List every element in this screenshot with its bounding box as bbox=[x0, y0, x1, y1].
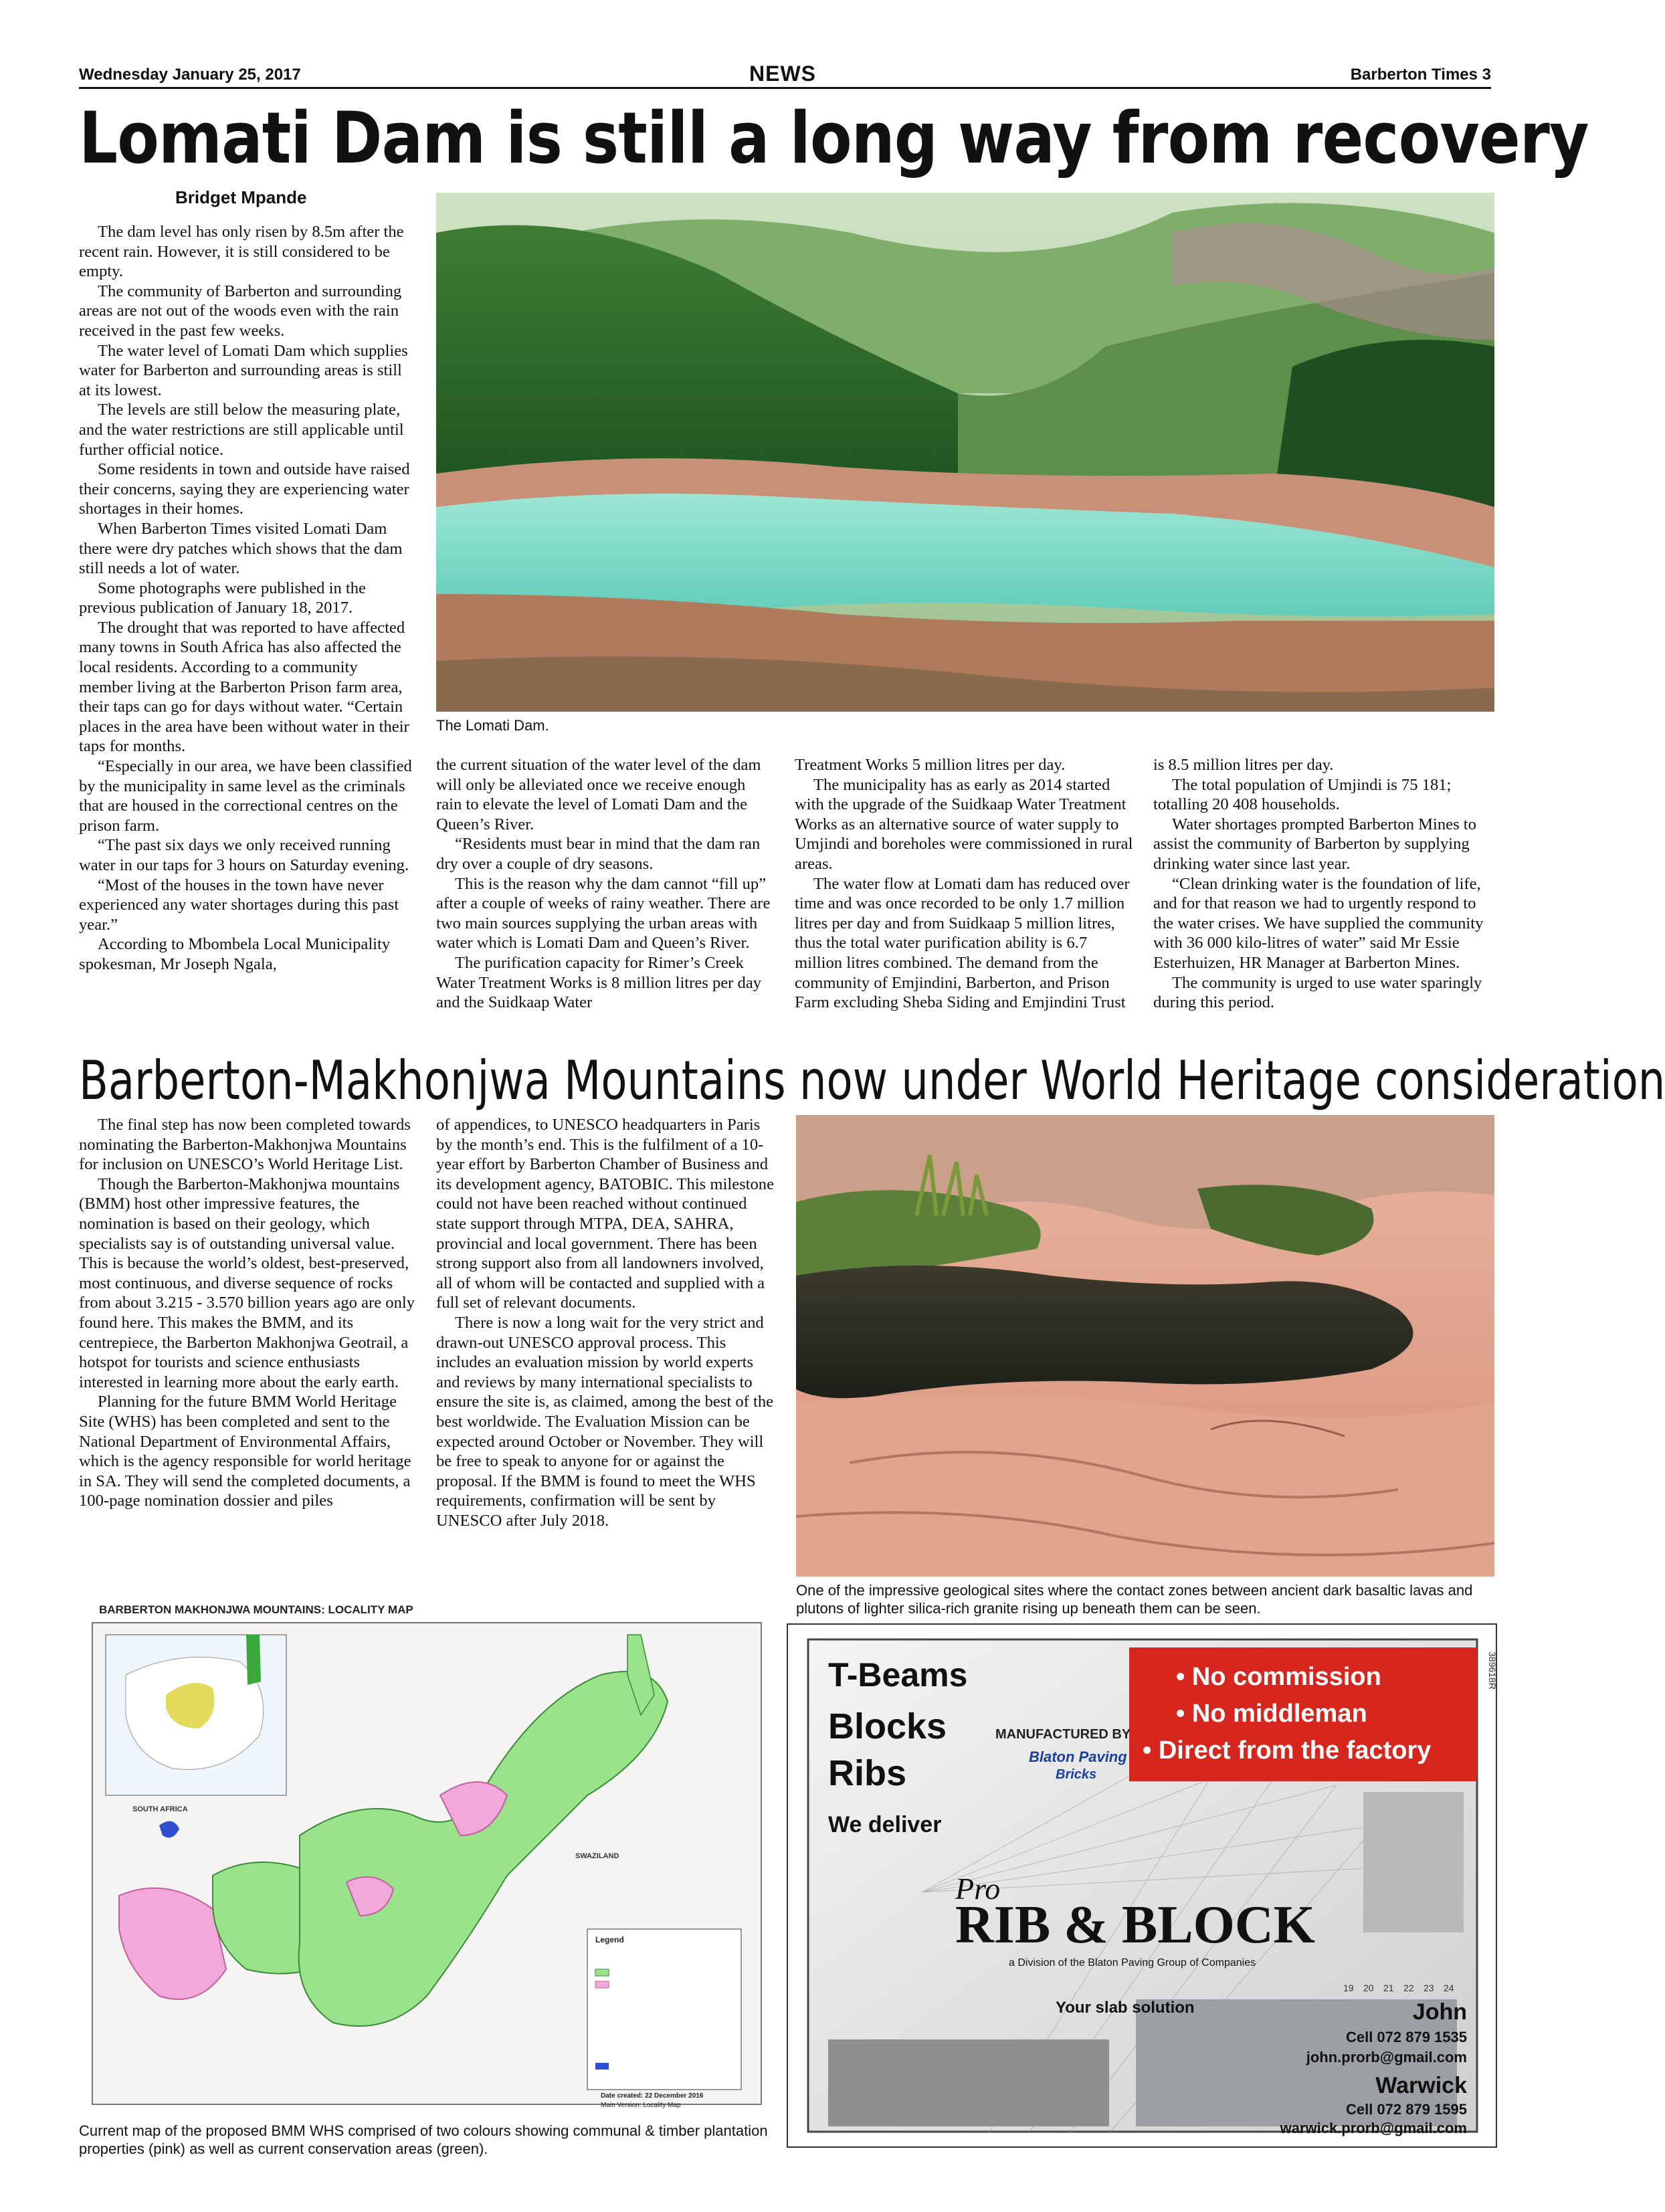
paragraph: According to Mbombela Local Municipality spokesman, Mr Joseph Ngala, bbox=[79, 935, 391, 973]
headline: Lomati Dam is still a long way from recovery bbox=[79, 97, 1589, 179]
section-label: NEWS bbox=[749, 62, 816, 86]
headline-2: Barberton-Makhonjwa Mountains now under World Heritage consideration bbox=[79, 1049, 1665, 1112]
paragraph: Water shortages prompted Barberton Mines to assist the community of Barberton by supplying drinking water since last year. bbox=[1153, 815, 1476, 873]
photo-caption: The Lomati Dam. bbox=[436, 717, 549, 734]
article1-column-2 bbox=[436, 755, 775, 1028]
ad-bullet: • No middleman bbox=[1176, 1700, 1367, 1728]
ad-contact-name: Warwick bbox=[1375, 2073, 1467, 2098]
paragraph: “The past six days we only received running water in our taps for 3 hours on Saturday evening. bbox=[79, 836, 409, 874]
ruler-tick: 20 bbox=[1363, 1983, 1374, 1993]
paragraph: The final step has now been completed towards nominating the Barberton-Makhonjwa Mountains for inclusion on UNESCO’s World Heritage List. bbox=[79, 1116, 411, 1174]
ad-division: a Division of the Blaton Paving Group of Companies bbox=[1009, 1957, 1256, 1969]
paragraph: of appendices, to UNESCO headquarters in Paris by the month’s end. This is the fulfilment of a 10-year effort by Barberton Chamber of Business and its development agency, BATOBIC. This milestone could not have been reached without continued state support through MTPA, DEA, SAHRA, provincial and local government. There has been strong support also from all landowners involved, all of whom will be contacted and supplied with a full set of relevant documents. bbox=[436, 1116, 775, 1312]
ad-maker-logo: Blaton Paving bbox=[1029, 1748, 1127, 1765]
ad-contact-email: warwick.prorb@gmail.com bbox=[1280, 2120, 1467, 2136]
header-rule bbox=[79, 87, 1491, 89]
photo-caption-2: One of the impressive geological sites where the contact zones between ancient dark basaltic lavas and plutons of lighter silica-rich granite rising up beneath them can be seen. bbox=[796, 1582, 1473, 1617]
ad-product: Ribs bbox=[828, 1753, 907, 1793]
paragraph: When Barberton Times visited Lomati Dam there were dry patches which shows that the dam still needs a lot of water. bbox=[79, 519, 403, 578]
ad-maker-logo: Bricks bbox=[1056, 1767, 1097, 1782]
paragraph: The municipality has as early as 2014 started with the upgrade of the Suidkaap Water Treatment Works as an alternative source of water supply to Umjindi and boreholes were commissioned in rural areas. bbox=[795, 775, 1133, 873]
paragraph: Though the Barberton-Makhonjwa mountains (BMM) host other impressive features, the nomination is based on their geology, which specialists say is of outstanding universal value. This is because the world’s oldest, best-preserved, most continuous, and diverse sequence of rocks from about 3.215 - 3.570 billion years ago are only found here. This makes the BMM, and its centrepiece, the Barberton Makhonjwa Geotrail, a hotspot for tourists and science enthusiasts interested in learning more about the early earth. bbox=[79, 1175, 415, 1391]
paragraph: the current situation of the water level of the dam will only be alleviated once we receive enough rain to elevate the level of Lomati Dam and the Queen’s River. bbox=[436, 756, 761, 833]
ad-brand-pro: Pro bbox=[955, 1872, 1001, 1906]
ad-contact-email: john.prorb@gmail.com bbox=[1306, 2049, 1467, 2066]
paragraph: This is the reason why the dam cannot “fill up” after a couple of weeks of rainy weather. There are two main sources supplying the urban areas with water which is Lomati Dam and Queen’s River. bbox=[436, 874, 771, 952]
ad-contact-cell: Cell 072 879 1535 bbox=[1345, 2029, 1467, 2045]
byline: Bridget Mpande bbox=[175, 187, 307, 207]
ruler-tick: 24 bbox=[1444, 1983, 1454, 1993]
paragraph: The community of Barberton and surrounding areas are not out of the woods even with the rain received in the past few weeks. bbox=[79, 282, 402, 340]
paragraph: The purification capacity for Rimer’s Creek Water Treatment Works is 8 million litres per day and the Suidkaap Water bbox=[436, 953, 762, 1012]
article1-column-3 bbox=[795, 755, 1135, 1028]
paragraph: The community is urged to use water sparingly during this period. bbox=[1153, 973, 1482, 1012]
ad-product: T-Beams bbox=[828, 1656, 968, 1694]
paragraph: The dam level has only risen by 8.5m after the recent rain. However, it is still considered to be empty. bbox=[79, 223, 404, 281]
map-label: SWAZILAND bbox=[575, 1852, 619, 1860]
ad-bullet: • Direct from the factory bbox=[1143, 1736, 1432, 1765]
ad-product: Blocks bbox=[828, 1706, 947, 1746]
ruler-tick: 23 bbox=[1424, 1983, 1434, 1993]
ad-brand: RIB & BLOCK bbox=[955, 1896, 1315, 1954]
map-legend-title: Legend bbox=[595, 1935, 624, 1944]
header-date: Wednesday January 25, 2017 bbox=[79, 66, 301, 84]
paragraph: The levels are still below the measuring plate, and the water restrictions are still applicable until further official notice. bbox=[79, 401, 404, 459]
advertisement bbox=[787, 1623, 1497, 2148]
ad-deliver: We deliver bbox=[828, 1812, 942, 1837]
paragraph: is 8.5 million litres per day. bbox=[1153, 756, 1334, 774]
ruler-tick: 19 bbox=[1343, 1983, 1354, 1993]
map-label: SOUTH AFRICA bbox=[132, 1805, 188, 1813]
paragraph: The water level of Lomati Dam which supplies water for Barberton and surrounding areas is still at its lowest. bbox=[79, 341, 408, 399]
paragraph: Some photographs were published in the previous publication of January 18, 2017. bbox=[79, 579, 366, 617]
page-folio: Barberton Times 3 bbox=[1350, 66, 1491, 84]
paragraph: “Most of the houses in the town have never experienced any water shortages during this past year.” bbox=[79, 876, 399, 934]
map-title: BARBERTON MAKHONJWA MOUNTAINS: LOCALITY MAP bbox=[99, 1603, 413, 1616]
ad-contact-cell: Cell 072 879 1595 bbox=[1345, 2101, 1467, 2118]
ad-bullet: • No commission bbox=[1176, 1663, 1381, 1691]
locality-map bbox=[79, 1595, 776, 2118]
paragraph: Some residents in town and outside have raised their concerns, saying they are experiencing water shortages in their homes. bbox=[79, 460, 410, 518]
paragraph: The drought that was reported to have affected many towns in South Africa has also affected the local residents. According to a community member living at the Barberton Prison farm area, their taps can go for days without water. “Certain places in the area have been without water in their taps for months. bbox=[79, 618, 409, 756]
map-date: Date created: 22 December 2016 bbox=[601, 2092, 704, 2100]
ad-manufactured-by: MANUFACTURED BY bbox=[995, 1727, 1131, 1742]
paragraph: “Especially in our area, we have been classified by the municipality in same level as the criminals that are housed in the correctional centres on the prison farm. bbox=[79, 757, 412, 835]
ruler-tick: 22 bbox=[1403, 1983, 1414, 1993]
paragraph: Treatment Works 5 million litres per day. bbox=[795, 756, 1066, 774]
ruler-tick: 21 bbox=[1383, 1983, 1394, 1993]
paragraph: The total population of Umjindi is 75 181; totalling 20 408 households. bbox=[1153, 775, 1452, 814]
paragraph: There is now a long wait for the very strict and drawn-out UNESCO approval process. This includes an evaluation mission by world experts and reviews by many international specialists to ensure the site is, as claimed, among the best of the best worldwide. The Evaluation Mission can be expected around October or November. They will be free to speak to anyone for or against the proposal. If the BMM is found to meet the WHS requirements, confirmation will be sent by UNESCO after July 2018. bbox=[436, 1313, 774, 1530]
map-caption: Current map of the proposed BMM WHS comprised of two colours showing communal & timber plantation properties (pink) as well as current conservation areas (green). bbox=[79, 2122, 768, 2157]
lomati-dam-photo bbox=[436, 193, 1494, 712]
map-version: Main Version: Locality Map bbox=[601, 2102, 681, 2109]
article2-column-1 bbox=[79, 1115, 425, 1587]
article1-column-4 bbox=[1153, 755, 1494, 1028]
ad-contact-name: John bbox=[1412, 1999, 1467, 2025]
ad-slogan: Your slab solution bbox=[1056, 1999, 1195, 2017]
paragraph: “Clean drinking water is the foundation of life, and for that reason we had to urgently respond to the water crises. We have supplied the community with 36 000 kilo-litres of water” said Mr Essie Esterhuizen, HR Manager at Barberton Mines. bbox=[1153, 874, 1484, 972]
article2-column-2 bbox=[436, 1115, 780, 1587]
ad-reference: 389618R bbox=[1487, 1651, 1498, 1690]
geological-site-photo bbox=[796, 1115, 1494, 1577]
paragraph: Planning for the future BMM World Heritage Site (WHS) has been completed and sent to the National Department of Environmental Affairs, which is the agency responsible for world heritage in SA. They will send the completed documents, a 100-page nomination dossier and piles bbox=[79, 1393, 411, 1510]
paragraph: The water flow at Lomati dam has reduced over time and was once recorded to be only 1.7 million litres per day and from Suidkaap 5 million litres, thus the total water purification ability is 6.7 million litres combined. The demand from the community of Emjindini, Barberton, and Prison Farm excluding Sheba Siding and Emjindini Trust bbox=[795, 874, 1130, 1012]
paragraph: “Residents must bear in mind that the dam ran dry over a couple of dry seasons. bbox=[436, 835, 761, 873]
article1-column-1 bbox=[79, 222, 412, 1028]
